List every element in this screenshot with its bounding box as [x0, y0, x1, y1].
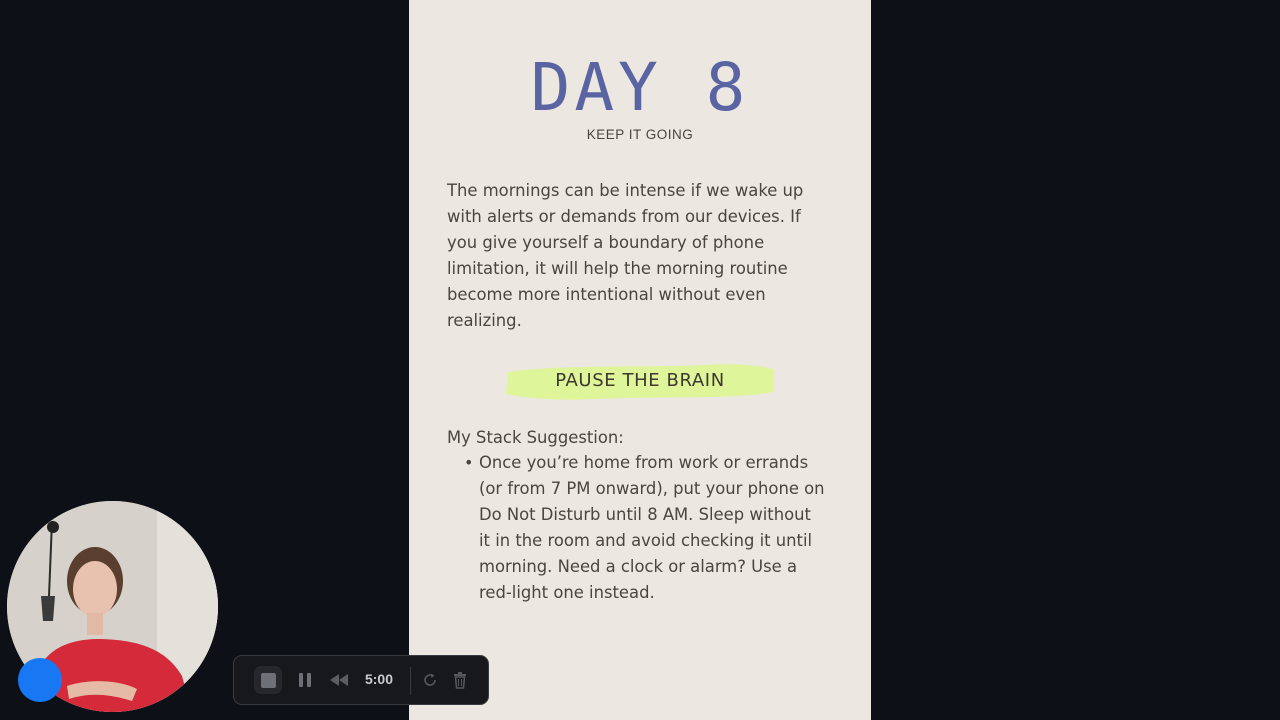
bullet-line: Once you’re home from work or errands	[479, 453, 809, 472]
intro-paragraph	[447, 178, 827, 334]
list-item	[464, 450, 844, 606]
intro-line: you give yourself a boundary of phone	[447, 233, 765, 252]
rewind-icon	[329, 673, 349, 687]
bullet-list	[464, 450, 844, 606]
document-page	[409, 0, 871, 720]
intro-line: limitation, it will help the morning routine	[447, 259, 788, 278]
bullet-line: morning. Need a clock or alarm? Use a	[479, 557, 798, 576]
stack-heading: My Stack Suggestion:	[447, 428, 624, 447]
intro-line: realizing.	[447, 311, 522, 330]
delete-button[interactable]	[450, 668, 470, 692]
recording-timer: 5:00	[364, 671, 394, 687]
pause-button[interactable]	[295, 668, 315, 692]
highlight-text: PAUSE THE BRAIN	[555, 370, 725, 391]
restart-icon	[422, 672, 438, 688]
stop-button[interactable]	[254, 666, 282, 694]
bullet-line: Do Not Disturb until 8 AM. Sleep without	[479, 505, 811, 524]
intro-line: become more intentional without even	[447, 285, 766, 304]
pause-icon	[298, 672, 312, 688]
bullet-line: (or from 7 PM onward), put your phone on	[479, 479, 825, 498]
intro-line: with alerts or demands from our devices. If	[447, 207, 801, 226]
trash-icon	[453, 671, 467, 689]
restart-button[interactable]	[420, 668, 440, 692]
highlight-banner	[504, 362, 776, 402]
toolbar-divider	[410, 667, 411, 695]
bullet-icon: •	[464, 453, 474, 472]
rewind-button[interactable]	[328, 668, 350, 692]
stop-icon	[261, 673, 276, 688]
recording-toolbar	[233, 655, 489, 705]
recorder-badge[interactable]	[18, 658, 62, 702]
bullet-line: red-light one instead.	[479, 583, 655, 602]
subtitle: KEEP IT GOING	[586, 127, 694, 142]
intro-line: The mornings can be intense if we wake up	[447, 181, 804, 200]
bullet-line: it in the room and avoid checking it until	[479, 531, 813, 550]
day-title: DAY 8	[530, 49, 750, 126]
